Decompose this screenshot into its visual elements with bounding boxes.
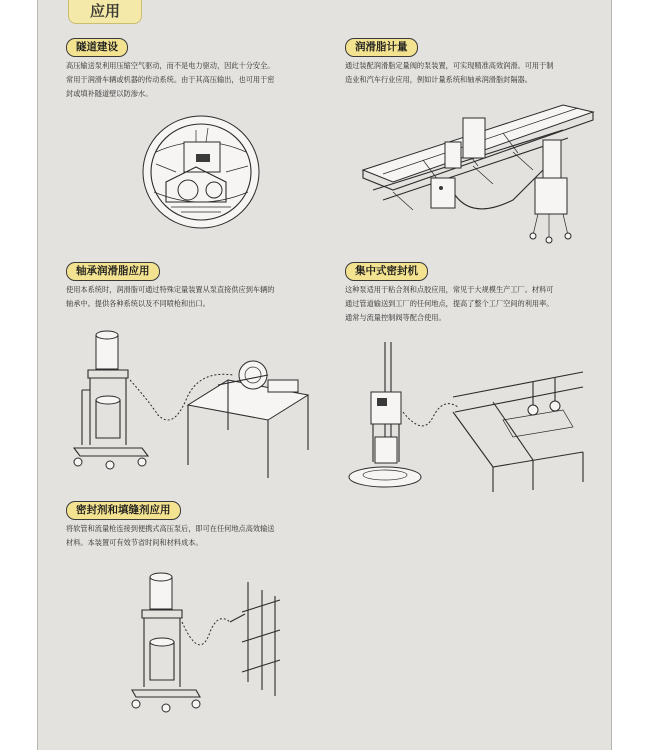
desc-line: 将软管和流量枪连接到便携式高压泵后，即可在任何地点高效输送: [66, 524, 275, 533]
rail-metering-system-illustration: [363, 100, 598, 245]
section-title-central-sealing: 集中式密封机: [345, 262, 428, 281]
brochure-page: [37, 0, 612, 750]
section-title-grease-metering: 润滑脂计量: [345, 38, 418, 57]
desc-line: 轴承中。提供各种系统以及不同喷枪和出口。: [66, 299, 210, 309]
desc-line: 这种泵适用于粘合剂和点胶应用，常见于大规模生产工厂。材料可: [345, 285, 554, 294]
tunnel-boring-machine-illustration: [126, 112, 276, 232]
section-title-bearing: 轴承润滑脂应用: [66, 262, 160, 281]
desc-line: 通过管道输送到工厂的任何地点，提高了整个工厂空间的利用率。: [345, 299, 554, 309]
desc-line: 材料。本装置可有效节省时间和材料成本。: [66, 538, 203, 548]
desc-line: 封或填补隧道壁以防渗水。: [66, 89, 153, 99]
desc-line: 造业和汽车行业应用，例如计量系统和轴承润滑脂封隔器。: [345, 75, 532, 85]
desc-line: 通过装配润滑脂定量阀的泵装置，可实现精准高效润滑。可用于制: [345, 61, 554, 70]
section-desc-central-sealing: [345, 283, 605, 326]
page-title: 应用: [68, 0, 142, 24]
desc-line: 常用于润滑车辆或机器的传动系统。由于其高压输出，也可用于密: [66, 75, 275, 85]
desc-line: 通常与流量控制阀等配合使用。: [345, 313, 446, 323]
section-desc-tunnel: [66, 59, 336, 102]
portable-pump-sealing-wall-illustration: [130, 572, 280, 722]
desc-line: 高压输送泵利用压缩空气驱动，而不是电力驱动，因此十分安全。: [66, 61, 275, 70]
section-desc-bearing: [66, 283, 336, 311]
desc-line: 使用本系统时，润滑脂可通过特殊定量装置从泵直接供应到车辆的: [66, 285, 275, 294]
section-desc-grease-metering: [345, 59, 605, 87]
column-pump-to-workstation-illustration: [343, 342, 588, 497]
section-title-sealant: 密封剂和填缝剂应用: [66, 501, 181, 520]
pump-cart-to-bearing-illustration: [68, 330, 318, 480]
section-title-tunnel: 隧道建设: [66, 38, 128, 57]
section-desc-sealant: [66, 522, 336, 550]
